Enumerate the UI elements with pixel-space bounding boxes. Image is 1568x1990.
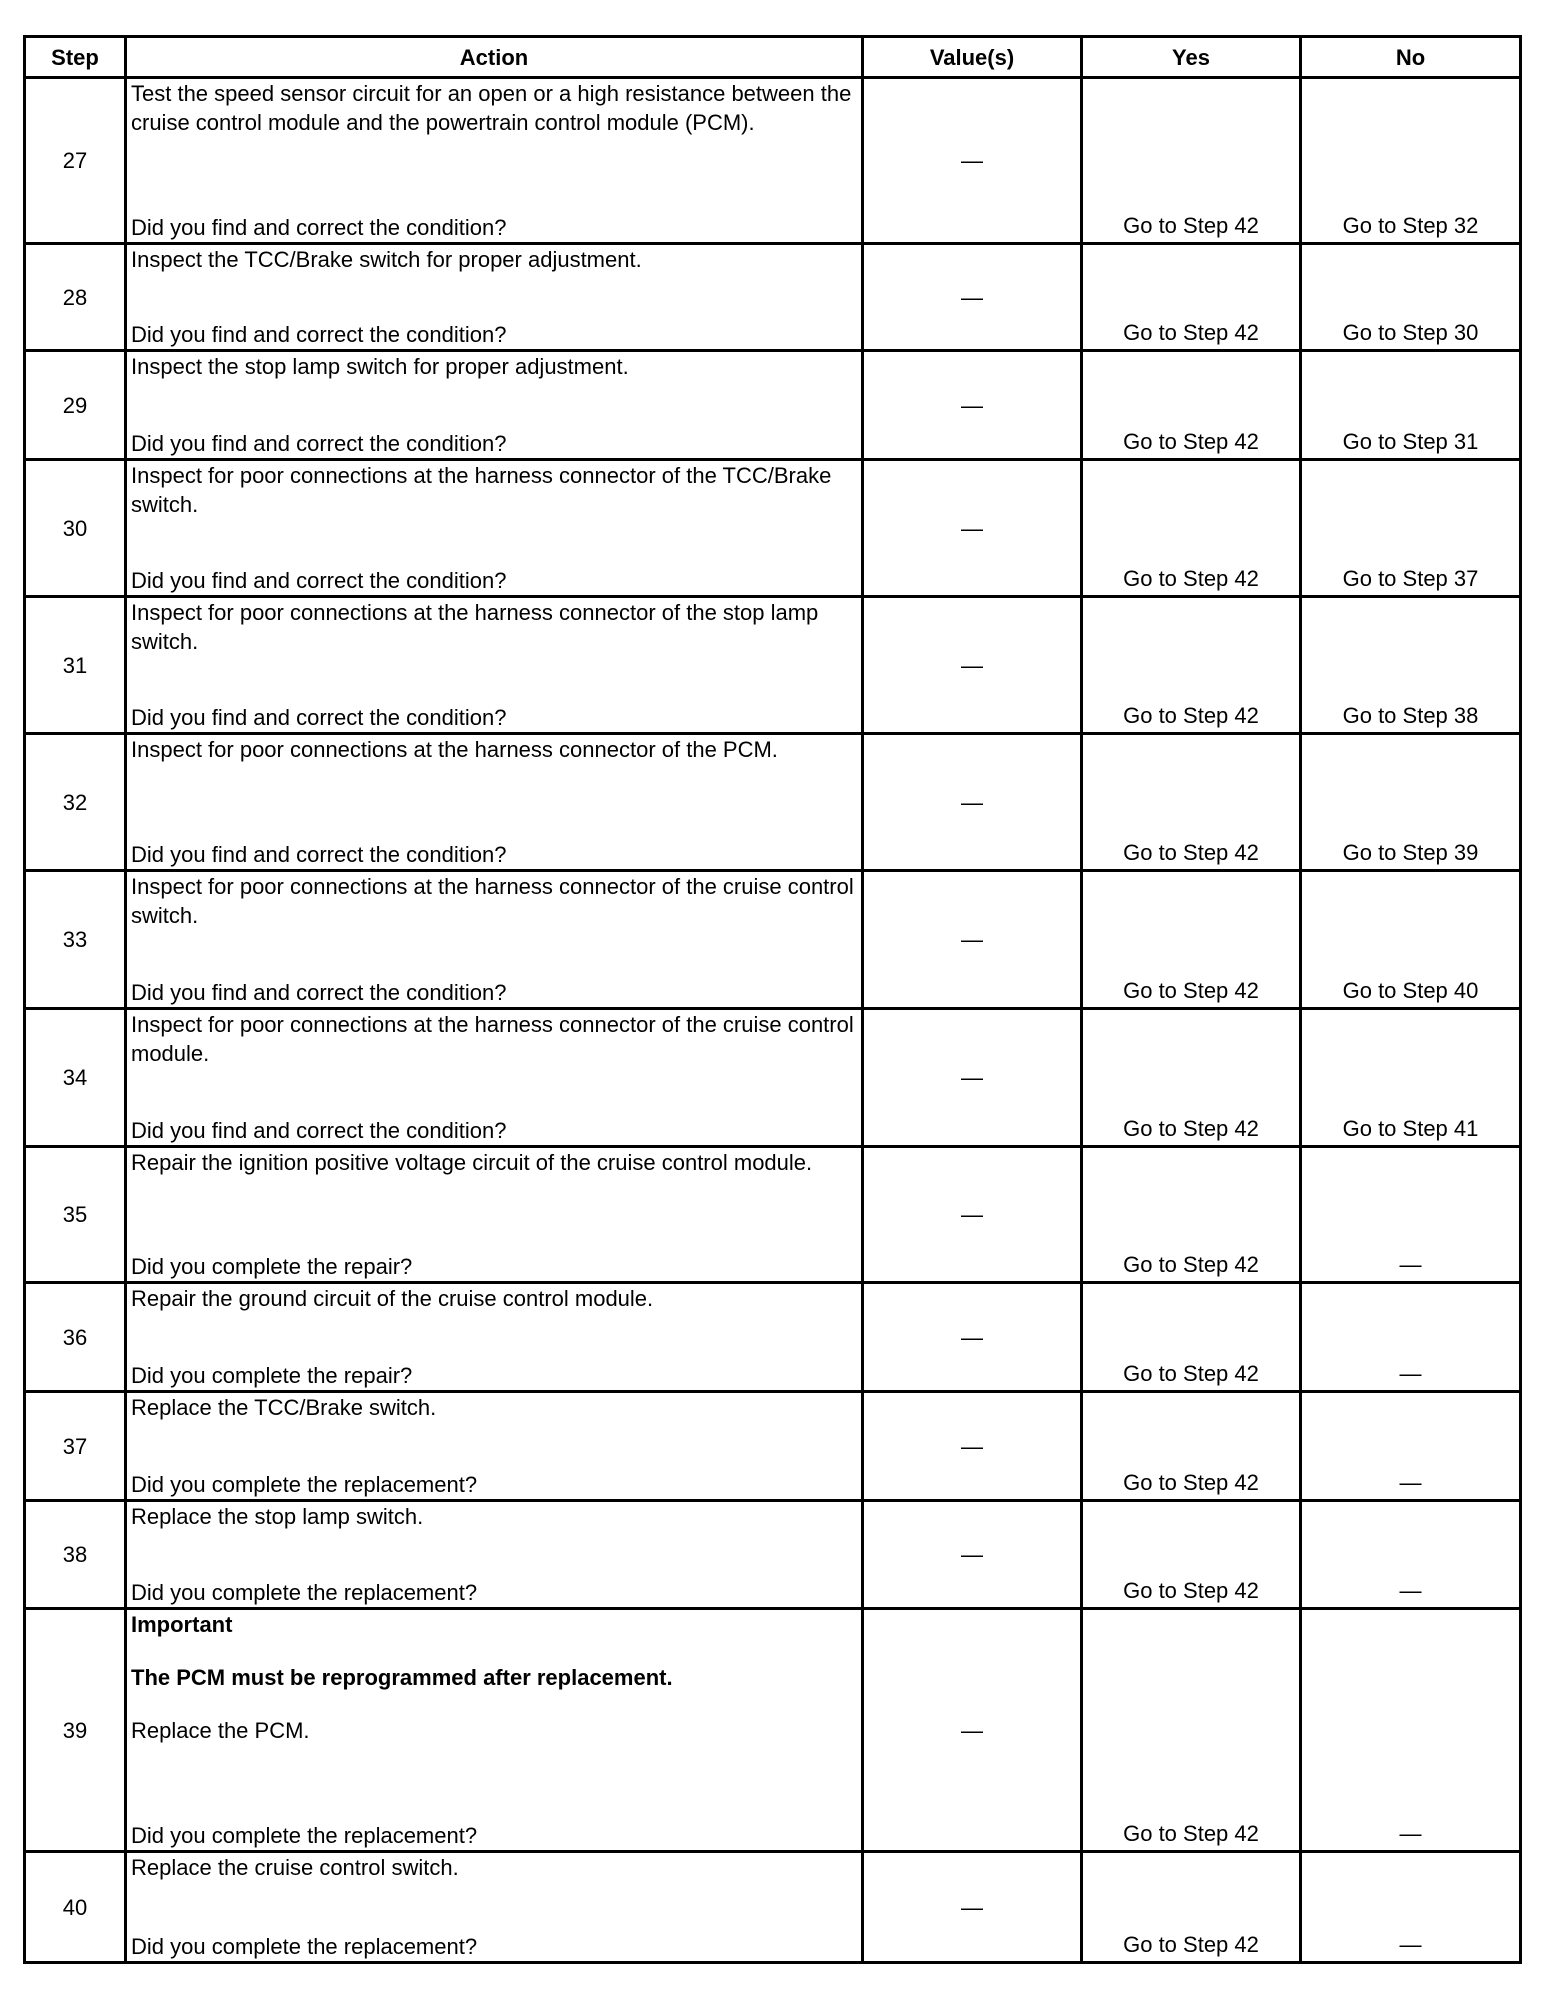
action-question: Did you find and correct the condition? <box>131 842 507 867</box>
action-cell <box>126 1501 863 1609</box>
value-cell: — <box>863 1392 1082 1501</box>
value-cell: — <box>863 1501 1082 1609</box>
action-cell <box>126 597 863 734</box>
table-row <box>25 871 1521 1009</box>
action-text: Replace the PCM. <box>131 1718 310 1743</box>
header-values: Value(s) <box>863 37 1082 78</box>
value-cell: — <box>863 1852 1082 1963</box>
value-cell: — <box>863 1147 1082 1283</box>
value-cell: — <box>863 78 1082 244</box>
yes-cell: Go to Step 42 <box>1082 1609 1301 1852</box>
step-number: 31 <box>25 597 126 734</box>
action-question: Did you complete the repair? <box>131 1363 413 1388</box>
step-number: 36 <box>25 1283 126 1392</box>
table-row <box>25 1852 1521 1963</box>
action-text: Inspect for poor connections at the harness connector of the PCM. <box>131 737 778 762</box>
action-text: Replace the cruise control switch. <box>131 1855 459 1880</box>
header-row <box>25 37 1521 78</box>
value-cell: — <box>863 351 1082 460</box>
yes-cell: Go to Step 42 <box>1082 244 1301 351</box>
table-row <box>25 78 1521 244</box>
table-row <box>25 1609 1521 1852</box>
action-cell <box>126 1147 863 1283</box>
table-row <box>25 1392 1521 1501</box>
action-cell <box>126 1609 863 1852</box>
action-cell <box>126 871 863 1009</box>
yes-cell: Go to Step 42 <box>1082 1501 1301 1609</box>
action-cell <box>126 244 863 351</box>
action-text: Test the speed sensor circuit for an open or a high resistance between the cruise control module and the powertrain control module (PCM). <box>131 81 852 135</box>
important-note: The PCM must be reprogrammed after replacement. <box>131 1665 673 1690</box>
action-text: Inspect for poor connections at the harness connector of the cruise control module. <box>131 1012 854 1066</box>
action-question: Did you find and correct the condition? <box>131 568 507 593</box>
step-number: 40 <box>25 1852 126 1963</box>
diagnostic-table <box>23 35 1522 1964</box>
no-cell: Go to Step 41 <box>1301 1009 1521 1147</box>
action-question: Did you find and correct the condition? <box>131 980 507 1005</box>
action-text: Replace the stop lamp switch. <box>131 1504 424 1529</box>
step-number: 38 <box>25 1501 126 1609</box>
no-cell: — <box>1301 1283 1521 1392</box>
action-cell <box>126 78 863 244</box>
step-number: 30 <box>25 460 126 597</box>
value-cell: — <box>863 1283 1082 1392</box>
action-text: Inspect the TCC/Brake switch for proper adjustment. <box>131 247 642 272</box>
action-cell <box>126 351 863 460</box>
header-step: Step <box>25 37 126 78</box>
action-cell <box>126 1392 863 1501</box>
action-question: Did you find and correct the condition? <box>131 1118 507 1143</box>
no-cell: Go to Step 32 <box>1301 78 1521 244</box>
action-cell <box>126 734 863 871</box>
action-cell <box>126 1009 863 1147</box>
table-row <box>25 1147 1521 1283</box>
value-cell: — <box>863 460 1082 597</box>
no-cell: Go to Step 37 <box>1301 460 1521 597</box>
no-cell: — <box>1301 1501 1521 1609</box>
table-row <box>25 460 1521 597</box>
no-cell: — <box>1301 1609 1521 1852</box>
value-cell: — <box>863 1609 1082 1852</box>
header-action: Action <box>126 37 863 78</box>
no-cell: Go to Step 38 <box>1301 597 1521 734</box>
no-cell: Go to Step 40 <box>1301 871 1521 1009</box>
step-number: 27 <box>25 78 126 244</box>
no-cell: — <box>1301 1147 1521 1283</box>
step-number: 39 <box>25 1609 126 1852</box>
action-text: Inspect the stop lamp switch for proper adjustment. <box>131 354 629 379</box>
table-row <box>25 1501 1521 1609</box>
header-yes: Yes <box>1082 37 1301 78</box>
value-cell: — <box>863 734 1082 871</box>
yes-cell: Go to Step 42 <box>1082 78 1301 244</box>
step-number: 28 <box>25 244 126 351</box>
action-text: Repair the ignition positive voltage circuit of the cruise control module. <box>131 1150 813 1175</box>
step-number: 33 <box>25 871 126 1009</box>
action-text: Repair the ground circuit of the cruise control module. <box>131 1286 654 1311</box>
value-cell: — <box>863 871 1082 1009</box>
no-cell: Go to Step 31 <box>1301 351 1521 460</box>
action-text: Inspect for poor connections at the harness connector of the cruise control switch. <box>131 874 854 928</box>
action-question: Did you complete the replacement? <box>131 1934 478 1959</box>
yes-cell: Go to Step 42 <box>1082 1392 1301 1501</box>
header-no: No <box>1301 37 1521 78</box>
step-number: 32 <box>25 734 126 871</box>
yes-cell: Go to Step 42 <box>1082 871 1301 1009</box>
yes-cell: Go to Step 42 <box>1082 734 1301 871</box>
step-number: 34 <box>25 1009 126 1147</box>
no-cell: — <box>1301 1852 1521 1963</box>
table-row <box>25 351 1521 460</box>
table-row <box>25 244 1521 351</box>
table-row <box>25 734 1521 871</box>
table-row <box>25 1009 1521 1147</box>
action-text: Replace the TCC/Brake switch. <box>131 1395 437 1420</box>
action-question: Did you find and correct the condition? <box>131 322 507 347</box>
yes-cell: Go to Step 42 <box>1082 597 1301 734</box>
no-cell: Go to Step 30 <box>1301 244 1521 351</box>
table-row <box>25 597 1521 734</box>
action-cell <box>126 1283 863 1392</box>
yes-cell: Go to Step 42 <box>1082 1283 1301 1392</box>
step-number: 37 <box>25 1392 126 1501</box>
yes-cell: Go to Step 42 <box>1082 1852 1301 1963</box>
action-question: Did you complete the replacement? <box>131 1472 478 1497</box>
action-question: Did you complete the replacement? <box>131 1580 478 1605</box>
yes-cell: Go to Step 42 <box>1082 1147 1301 1283</box>
important-label: Important <box>131 1612 233 1637</box>
action-question: Did you find and correct the condition? <box>131 431 507 456</box>
action-text: Inspect for poor connections at the harness connector of the stop lamp switch. <box>131 600 819 654</box>
action-question: Did you complete the repair? <box>131 1254 413 1279</box>
action-question: Did you find and correct the condition? <box>131 215 507 240</box>
step-number: 35 <box>25 1147 126 1283</box>
step-number: 29 <box>25 351 126 460</box>
table-row <box>25 1283 1521 1392</box>
action-text: Inspect for poor connections at the harness connector of the TCC/Brake switch. <box>131 463 832 517</box>
yes-cell: Go to Step 42 <box>1082 460 1301 597</box>
action-cell <box>126 1852 863 1963</box>
action-question: Did you find and correct the condition? <box>131 705 507 730</box>
action-question: Did you complete the replacement? <box>131 1823 478 1848</box>
yes-cell: Go to Step 42 <box>1082 1009 1301 1147</box>
no-cell: Go to Step 39 <box>1301 734 1521 871</box>
yes-cell: Go to Step 42 <box>1082 351 1301 460</box>
value-cell: — <box>863 1009 1082 1147</box>
action-cell <box>126 460 863 597</box>
value-cell: — <box>863 244 1082 351</box>
no-cell: — <box>1301 1392 1521 1501</box>
value-cell: — <box>863 597 1082 734</box>
